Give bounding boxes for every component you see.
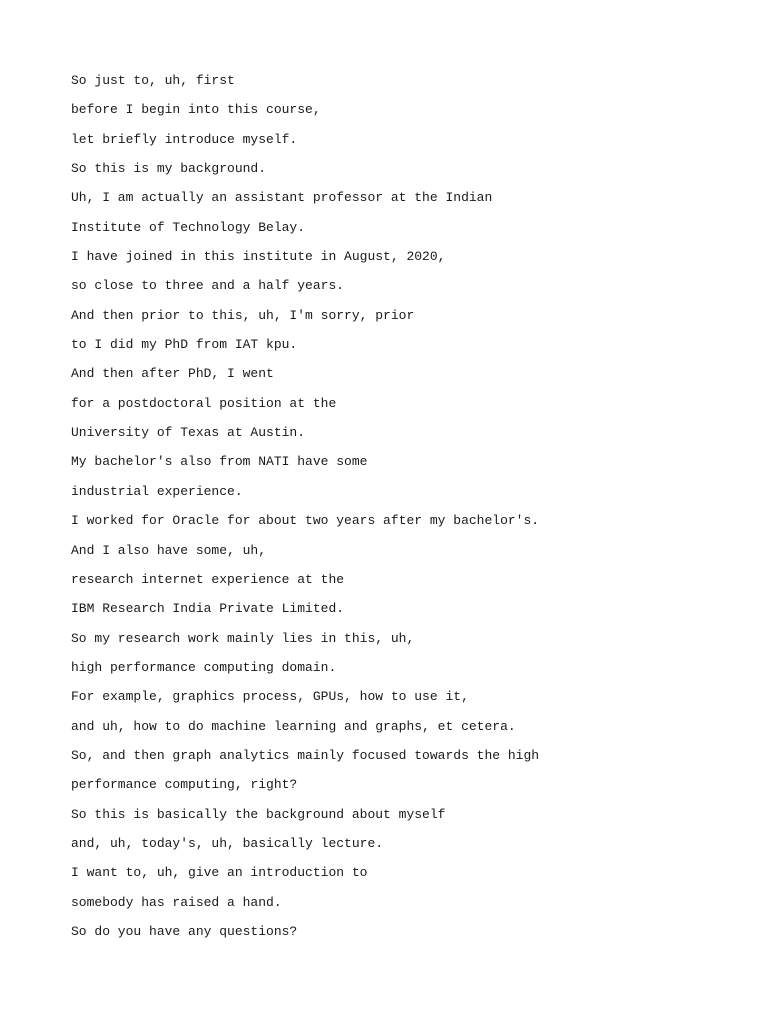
transcript-line: before I begin into this course, bbox=[71, 102, 321, 118]
transcript-line: research internet experience at the bbox=[71, 571, 345, 587]
transcript-line: For example, graphics process, GPUs, how to use it, bbox=[71, 689, 469, 705]
transcript-line: Uh, I am actually an assistant professor at the Indian bbox=[71, 190, 493, 206]
transcript-line: let briefly introduce myself. bbox=[71, 131, 298, 147]
transcript-line: And then prior to this, uh, I'm sorry, prior bbox=[71, 307, 415, 323]
transcript-line: I worked for Oracle for about two years after my bachelor's. bbox=[71, 513, 540, 529]
transcript-line: So this is my background. bbox=[71, 161, 267, 177]
transcript-line: So my research work mainly lies in this, uh, bbox=[71, 630, 415, 646]
transcript-line: So this is basically the background about myself bbox=[71, 806, 446, 822]
transcript-line: So do you have any questions? bbox=[71, 923, 298, 939]
transcript-line: and uh, how to do machine learning and graphs, et cetera. bbox=[71, 718, 516, 734]
transcript-line: for a postdoctoral position at the bbox=[71, 395, 337, 411]
transcript-line: somebody has raised a hand. bbox=[71, 894, 282, 910]
transcript-line: so close to three and a half years. bbox=[71, 278, 345, 294]
transcript-line: I want to, uh, give an introduction to bbox=[71, 865, 368, 881]
transcript-line: My bachelor's also from NATI have some bbox=[71, 454, 368, 470]
transcript-line: University of Texas at Austin. bbox=[71, 425, 306, 441]
transcript-text bbox=[71, 66, 751, 946]
transcript-line: to I did my PhD from IAT kpu. bbox=[71, 337, 298, 353]
transcript-line: And I also have some, uh, bbox=[71, 542, 267, 558]
transcript-line: And then after PhD, I went bbox=[71, 366, 274, 382]
transcript-line: So, and then graph analytics mainly focused towards the high bbox=[71, 747, 540, 763]
transcript-line: industrial experience. bbox=[71, 483, 243, 499]
transcript-line: I have joined in this institute in August, 2020, bbox=[71, 249, 446, 265]
transcript-line: and, uh, today's, uh, basically lecture. bbox=[71, 835, 384, 851]
transcript-line: Institute of Technology Belay. bbox=[71, 219, 306, 235]
transcript-line: high performance computing domain. bbox=[71, 659, 337, 675]
transcript-line: performance computing, right? bbox=[71, 777, 298, 793]
transcript-line: So just to, uh, first bbox=[71, 73, 235, 88]
transcript-line: IBM Research India Private Limited. bbox=[71, 601, 345, 617]
